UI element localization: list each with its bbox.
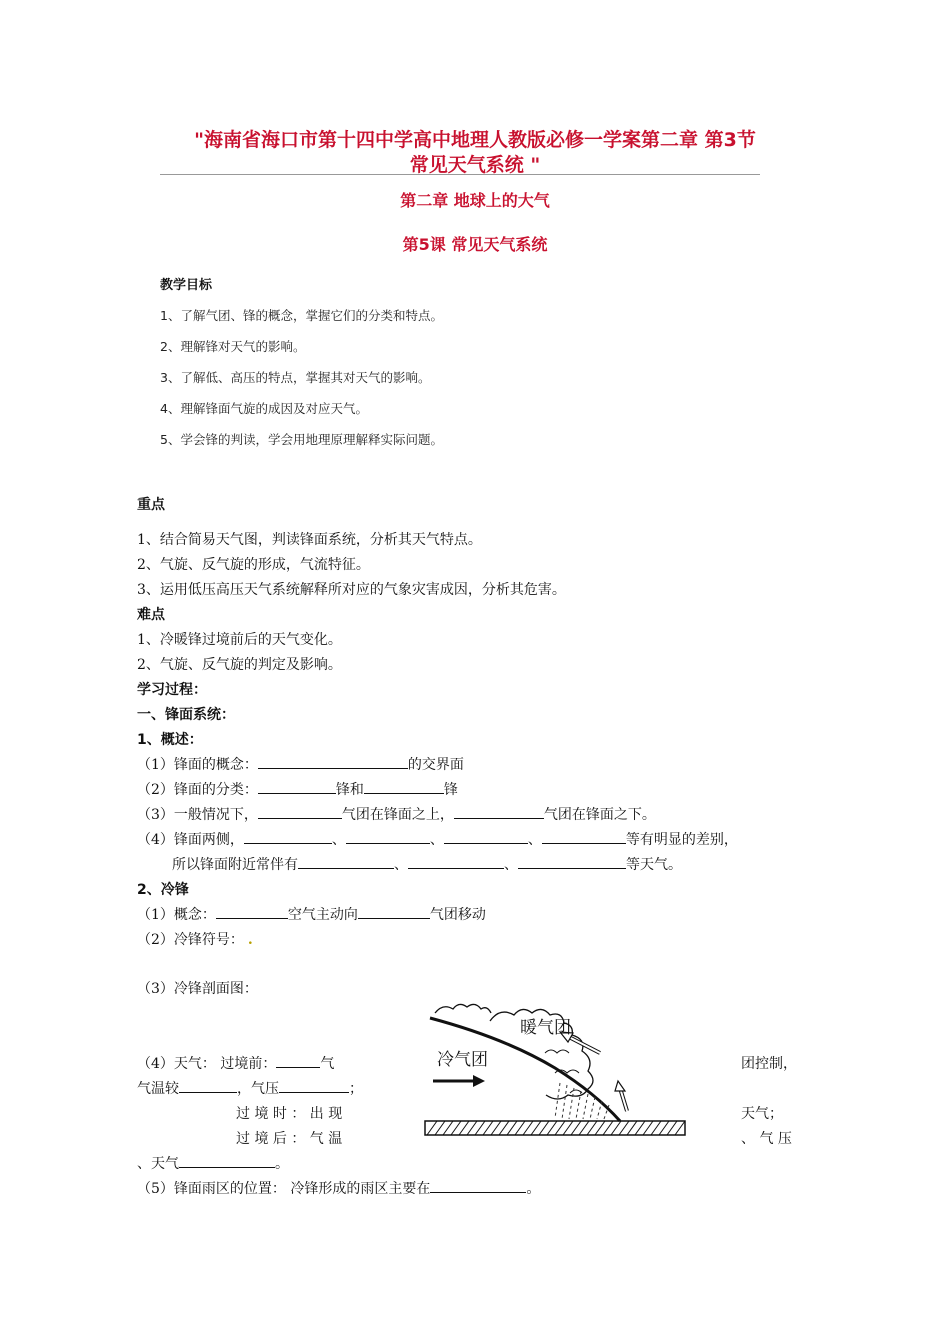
answer-blank[interactable] xyxy=(542,829,626,844)
answer-blank[interactable] xyxy=(358,904,430,919)
warm-air-label: 暖气团 xyxy=(520,1018,571,1038)
weather-after-right: 、 气 压 xyxy=(741,1131,792,1147)
upper-cloud-icon xyxy=(435,1004,491,1013)
weather-during-line: 过 境 时 ： 出 现 xyxy=(236,1106,343,1122)
answer-blank[interactable] xyxy=(454,804,544,819)
answer-blank[interactable] xyxy=(276,1053,320,1068)
cold-front-symbol: （2）冷锋符号： . xyxy=(137,932,253,948)
answer-blank[interactable] xyxy=(258,779,336,794)
weather-after-line-2: 、天气 。 xyxy=(137,1153,289,1173)
answer-blank[interactable] xyxy=(279,1078,349,1093)
question-2: （2）锋面的分类： 锋和 锋 xyxy=(137,779,458,799)
answer-blank[interactable] xyxy=(258,754,408,769)
weather-before-right: 团控制， xyxy=(741,1056,797,1072)
difficult-item: 1、冷暖锋过境前后的天气变化。 xyxy=(137,632,342,648)
goal-item: 4、理解锋面气旋的成因及对应天气。 xyxy=(160,401,368,416)
question-4-continued: 所以锋面附近常伴有 、 、 等天气。 xyxy=(172,854,682,874)
cold-front-profile-label: （3）冷锋剖面图： xyxy=(137,981,258,997)
answer-blank[interactable] xyxy=(444,829,528,844)
lesson-heading: 第5课 常见天气系统 xyxy=(402,235,548,254)
answer-blank[interactable] xyxy=(346,829,430,844)
weather-after-line: 过 境 后 ： 气 温 xyxy=(236,1131,343,1147)
goal-item: 1、了解气团、锋的概念，掌握它们的分类和特点。 xyxy=(160,308,443,323)
answer-blank[interactable] xyxy=(298,854,394,869)
uplift-arrow xyxy=(615,1081,627,1111)
answer-blank[interactable] xyxy=(364,779,444,794)
question-4: （4）锋面两侧， 、 、 、 等有明显的差别， xyxy=(137,829,738,849)
difficult-item: 2、气旋、反气旋的判定及影响。 xyxy=(137,657,342,673)
goals-title: 教学目标 xyxy=(160,278,213,293)
process-title: 学习过程： xyxy=(137,682,207,698)
cold-air-label: 冷气团 xyxy=(437,1050,488,1070)
cold-front-concept: （1）概念： 空气主动向 气团移动 xyxy=(137,904,486,924)
question-3: （3）一般情况下， 气团在锋面之上， 气团在锋面之下。 xyxy=(137,804,656,824)
key-point-item: 3、运用低压高压天气系统解释所对应的气象灾害成因，分析其危害。 xyxy=(137,582,566,598)
goal-item: 5、学会锋的判读，学会用地理原理解释实际问题。 xyxy=(160,432,443,447)
title-divider xyxy=(160,174,760,175)
answer-blank[interactable] xyxy=(244,829,332,844)
answer-blank[interactable] xyxy=(430,1178,526,1193)
weather-before-line: （4）天气： 过境前： 气 xyxy=(137,1053,334,1073)
answer-blank[interactable] xyxy=(179,1078,237,1093)
document-title-line-1: "海南省海口市第十四中学高中地理人教版必修一学案第二章 第3节 xyxy=(194,129,756,151)
symbol-mark: . xyxy=(247,932,253,948)
cloud-texture xyxy=(545,1050,582,1093)
weather-during-right: 天气； xyxy=(741,1106,783,1122)
key-point-item: 1、结合简易天气图，判读锋面系统，分析其天气特点。 xyxy=(137,532,482,548)
question-1: （1）锋面的概念： 的交界面 xyxy=(137,754,464,774)
section-front-system: 一、锋面系统： xyxy=(137,707,235,723)
goal-item: 3、了解低、高压的特点，掌握其对天气的影响。 xyxy=(160,370,431,385)
answer-blank[interactable] xyxy=(258,804,342,819)
goal-item: 2、理解锋对天气的影响。 xyxy=(160,339,306,354)
answer-blank[interactable] xyxy=(518,854,626,869)
chapter-heading: 第二章 地球上的大气 xyxy=(400,191,550,210)
subsection-cold-front: 2、冷锋 xyxy=(137,882,189,898)
document-title-line-2: 常见天气系统 " xyxy=(409,154,541,176)
cold-air-arrow xyxy=(433,1075,485,1087)
rain-area-question: （5）锋面雨区的位置： 冷锋形成的雨区主要在 。 xyxy=(137,1178,540,1198)
answer-blank[interactable] xyxy=(216,904,288,919)
answer-blank[interactable] xyxy=(408,854,504,869)
weather-before-line-2: 气温较 ，气压 ； xyxy=(137,1078,363,1098)
subsection-overview: 1、概述： xyxy=(137,732,203,748)
cold-front-profile-diagram xyxy=(395,993,695,1143)
key-points-title: 重点 xyxy=(137,497,165,513)
answer-blank[interactable] xyxy=(179,1153,275,1168)
difficult-title: 难点 xyxy=(137,607,165,623)
key-point-item: 2、气旋、反气旋的形成，气流特征。 xyxy=(137,557,370,573)
